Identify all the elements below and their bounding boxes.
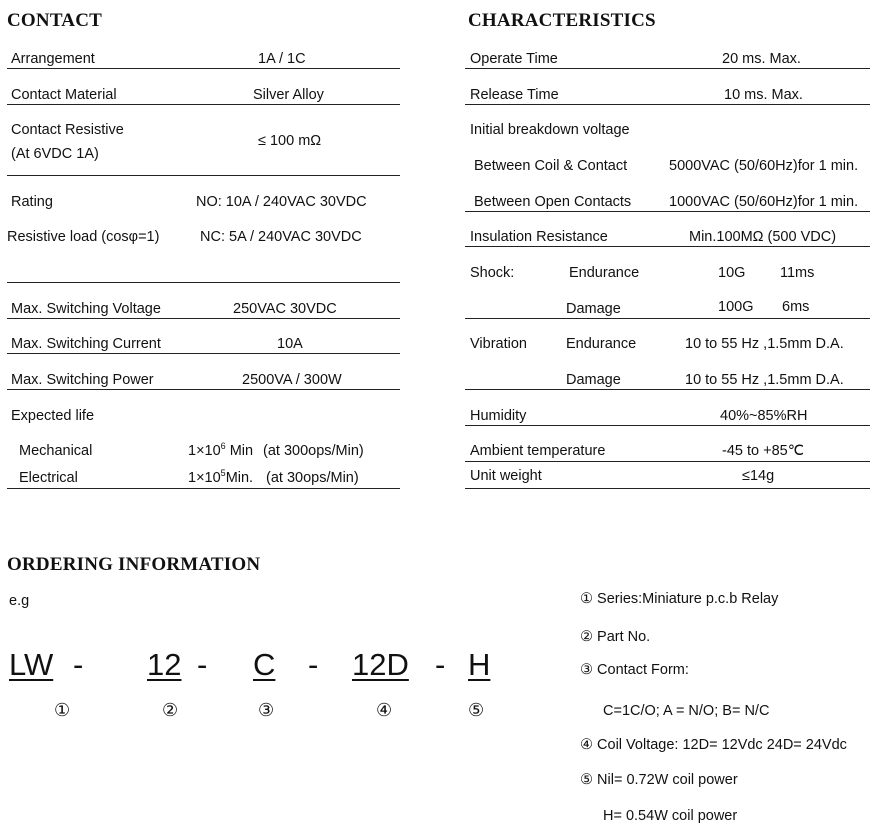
unit-weight-label: Unit weight: [470, 468, 542, 484]
ambient-temperature-label: Ambient temperature: [470, 443, 606, 459]
divider: [7, 282, 400, 283]
vibration-damage-value: 10 to 55 Hz ,1.5mm D.A.: [685, 372, 844, 388]
rating-label: Rating: [11, 194, 53, 210]
shock-damage-label: Damage: [566, 301, 621, 317]
contact-resistive-condition: (At 6VDC 1A): [11, 146, 99, 162]
divider: [7, 389, 400, 390]
legend-coil-power-nil: ⑤ Nil= 0.72W coil power: [580, 772, 738, 788]
marker-5: ⑤: [468, 700, 485, 720]
code-separator: -: [197, 647, 208, 682]
rating-nc-value: NC: 5A / 240VAC 30VDC: [200, 229, 362, 245]
electrical-note: (at 30ops/Min): [266, 470, 359, 486]
vibration-endurance-label: Endurance: [566, 336, 637, 352]
max-power-value: 2500VA / 300W: [242, 372, 342, 388]
shock-endurance-ms: 11ms: [780, 265, 815, 281]
release-time-label: Release Time: [470, 87, 559, 103]
example-label: e.g: [9, 593, 30, 609]
shock-damage-g: 100G: [718, 299, 754, 315]
divider: [7, 318, 400, 319]
shock-endurance-label: Endurance: [569, 265, 640, 281]
code-separator: -: [73, 647, 84, 682]
mechanical-value: $1\times 10^6$ Min: [188, 441, 254, 459]
divider: [465, 211, 870, 212]
release-time-value: 10 ms. Max.: [724, 87, 803, 103]
contact-resistive-value: ≤ 100 mΩ: [258, 133, 322, 149]
breakdown-voltage-label: Initial breakdown voltage: [470, 122, 630, 138]
arrangement-value: 1A / 1C: [258, 51, 306, 67]
code-separator: -: [435, 647, 446, 682]
code-part-contact-form: C: [253, 647, 276, 682]
marker-2: ②: [162, 700, 179, 720]
humidity-label: Humidity: [470, 408, 527, 424]
code-separator: -: [308, 647, 319, 682]
rating-no-value: NO: 10A / 240VAC 30VDC: [196, 194, 367, 210]
max-power-label: Max. Switching Power: [11, 372, 154, 388]
divider: [465, 246, 870, 247]
divider: [465, 68, 870, 69]
divider: [7, 488, 400, 489]
contact-resistive-label: Contact Resistive: [11, 122, 124, 138]
contact-heading: CONTACT: [7, 10, 102, 31]
shock-label: Shock:: [470, 265, 515, 281]
ordering-heading: ORDERING INFORMATION: [7, 554, 261, 575]
legend-coil-voltage: ④ Coil Voltage: 12D= 12Vdc 24D= 24Vdc: [580, 737, 847, 753]
humidity-value: 40%~85%RH: [720, 408, 808, 424]
max-current-value: 10A: [277, 336, 303, 352]
code-part-series: LW: [9, 647, 54, 682]
coil-contact-value: 5000VAC (50/60Hz)for 1 min.: [669, 158, 859, 174]
insulation-value: Min.100MΩ (500 VDC): [689, 229, 837, 245]
legend-coil-power-h: H= 0.54W coil power: [603, 808, 738, 824]
resistive-load-label: Resistive load (cosφ=1): [7, 229, 160, 245]
vibration-endurance-value: 10 to 55 Hz ,1.5mm D.A.: [685, 336, 844, 352]
electrical-value: $1\times 10^5Min$.: [188, 468, 254, 486]
open-contacts-value: 1000VAC (50/60Hz)for 1 min.: [669, 194, 859, 210]
legend-contact-form: ③ Contact Form:: [580, 662, 689, 678]
contact-material-label: Contact Material: [11, 87, 117, 103]
mechanical-note: (at 300ops/Min): [263, 443, 364, 459]
code-part-coil-voltage: 12D: [352, 647, 409, 682]
coil-contact-label: Between Coil & Contact: [474, 158, 628, 174]
legend-series: ① Series:Miniature p.c.b Relay: [580, 591, 779, 607]
electrical-label: Electrical: [19, 470, 78, 486]
ambient-temperature-value: -45 to +85℃: [722, 443, 804, 459]
legend-contact-form-values: C=1C/O; A = N/O; B= N/C: [603, 703, 770, 719]
divider: [465, 318, 870, 319]
divider: [7, 175, 400, 176]
vibration-damage-label: Damage: [566, 372, 621, 388]
marker-1: ①: [54, 700, 71, 720]
max-current-label: Max. Switching Current: [11, 336, 161, 352]
divider: [7, 104, 400, 105]
characteristics-heading: CHARACTERISTICS: [468, 10, 656, 31]
open-contacts-label: Between Open Contacts: [474, 194, 632, 210]
divider: [7, 68, 400, 69]
max-voltage-label: Max. Switching Voltage: [11, 301, 161, 317]
marker-4: ④: [376, 700, 393, 720]
divider: [465, 104, 870, 105]
shock-endurance-g: 10G: [718, 265, 746, 281]
code-part-part-no: 12: [147, 647, 182, 682]
insulation-label: Insulation Resistance: [470, 229, 608, 245]
divider: [7, 353, 400, 354]
marker-3: ③: [258, 700, 275, 720]
contact-material-value: Silver Alloy: [253, 87, 324, 103]
unit-weight-value: ≤14g: [742, 468, 775, 484]
shock-damage-ms: 6ms: [782, 299, 810, 315]
code-part-coil-power: H: [468, 647, 491, 682]
divider: [465, 461, 870, 462]
divider: [465, 488, 870, 489]
vibration-label: Vibration: [470, 336, 527, 352]
arrangement-label: Arrangement: [11, 51, 95, 67]
expected-life-label: Expected life: [11, 408, 95, 424]
divider: [465, 425, 870, 426]
operate-time-value: 20 ms. Max.: [722, 51, 801, 67]
max-voltage-value: 250VAC 30VDC: [233, 301, 337, 317]
operate-time-label: Operate Time: [470, 51, 558, 67]
divider: [465, 389, 870, 390]
legend-part-no: ② Part No.: [580, 629, 651, 645]
mechanical-label: Mechanical: [19, 443, 93, 459]
